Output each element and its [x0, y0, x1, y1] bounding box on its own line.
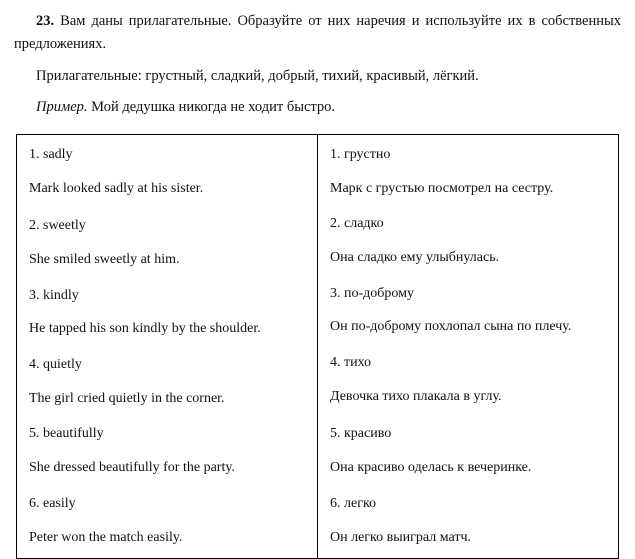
example-line	[14, 96, 621, 119]
task-instruction-text: Вам даны прилагательные. Образуйте от них наречия и используйте их в собственных предложениях.	[14, 13, 622, 53]
task-intro	[0, 0, 635, 120]
list-item	[29, 493, 307, 548]
list-item	[29, 423, 307, 478]
example-text: Мой дедушка никогда не ходит быстро.	[87, 99, 336, 116]
answer-word: 3. kindly	[29, 287, 79, 303]
answer-word: 6. легко	[330, 495, 377, 511]
answer-word: 3. по-доброму	[330, 285, 414, 301]
list-item	[330, 213, 608, 268]
answer-sentence: She dressed beautifully for the party.	[29, 460, 235, 476]
answer-sentence: Она красиво оделась к вечеринке.	[330, 460, 532, 476]
example-label: Пример.	[36, 99, 88, 116]
answers-table	[16, 134, 619, 559]
answer-word: 6. easily	[29, 495, 76, 511]
answer-sentence: She smiled sweetly at him.	[29, 252, 180, 267]
answer-sentence: Девочка тихо плакала в углу.	[330, 388, 502, 404]
list-item	[330, 283, 608, 338]
task-instruction-paragraph	[14, 10, 621, 57]
answer-word: 5. красиво	[330, 426, 392, 442]
answer-word: 2. сладко	[330, 216, 384, 232]
list-item	[29, 215, 307, 270]
list-item	[330, 493, 608, 548]
answer-sentence: Peter won the match easily.	[29, 529, 183, 545]
task-number: 23.	[36, 13, 55, 29]
answer-word: 1. sadly	[29, 146, 73, 162]
table-row	[17, 134, 619, 558]
answer-sentence: Mark looked sadly at his sister.	[29, 180, 204, 196]
adjectives-line: Прилагательные: грустный, сладкий, добрый, тихий, красивый, лёгкий.	[36, 67, 479, 84]
answer-sentence: The girl cried quietly in the corner.	[29, 390, 225, 406]
answer-word: 4. quietly	[29, 357, 82, 373]
answers-cell-russian	[318, 134, 619, 558]
answer-word: 5. beautifully	[29, 426, 104, 442]
list-item	[29, 285, 307, 340]
answer-word: 1. грустно	[330, 146, 391, 162]
answer-sentence: Марк с грустью посмотрел на сестру.	[330, 180, 554, 196]
answer-sentence: He tapped his son kindly by the shoulder.	[29, 321, 261, 337]
list-item	[330, 144, 608, 199]
list-item	[330, 352, 608, 407]
list-item	[330, 423, 608, 478]
answer-sentence: Он по-доброму похлопал сына по плечу.	[330, 319, 572, 335]
answer-word: 4. тихо	[330, 355, 372, 371]
answer-sentence: Она сладко ему улыбнулась.	[330, 250, 500, 265]
answers-cell-english	[17, 134, 318, 558]
list-item	[29, 144, 307, 199]
answer-sentence: Он легко выиграл матч.	[330, 529, 471, 545]
answer-word: 2. sweetly	[29, 218, 86, 234]
list-item	[29, 354, 307, 409]
